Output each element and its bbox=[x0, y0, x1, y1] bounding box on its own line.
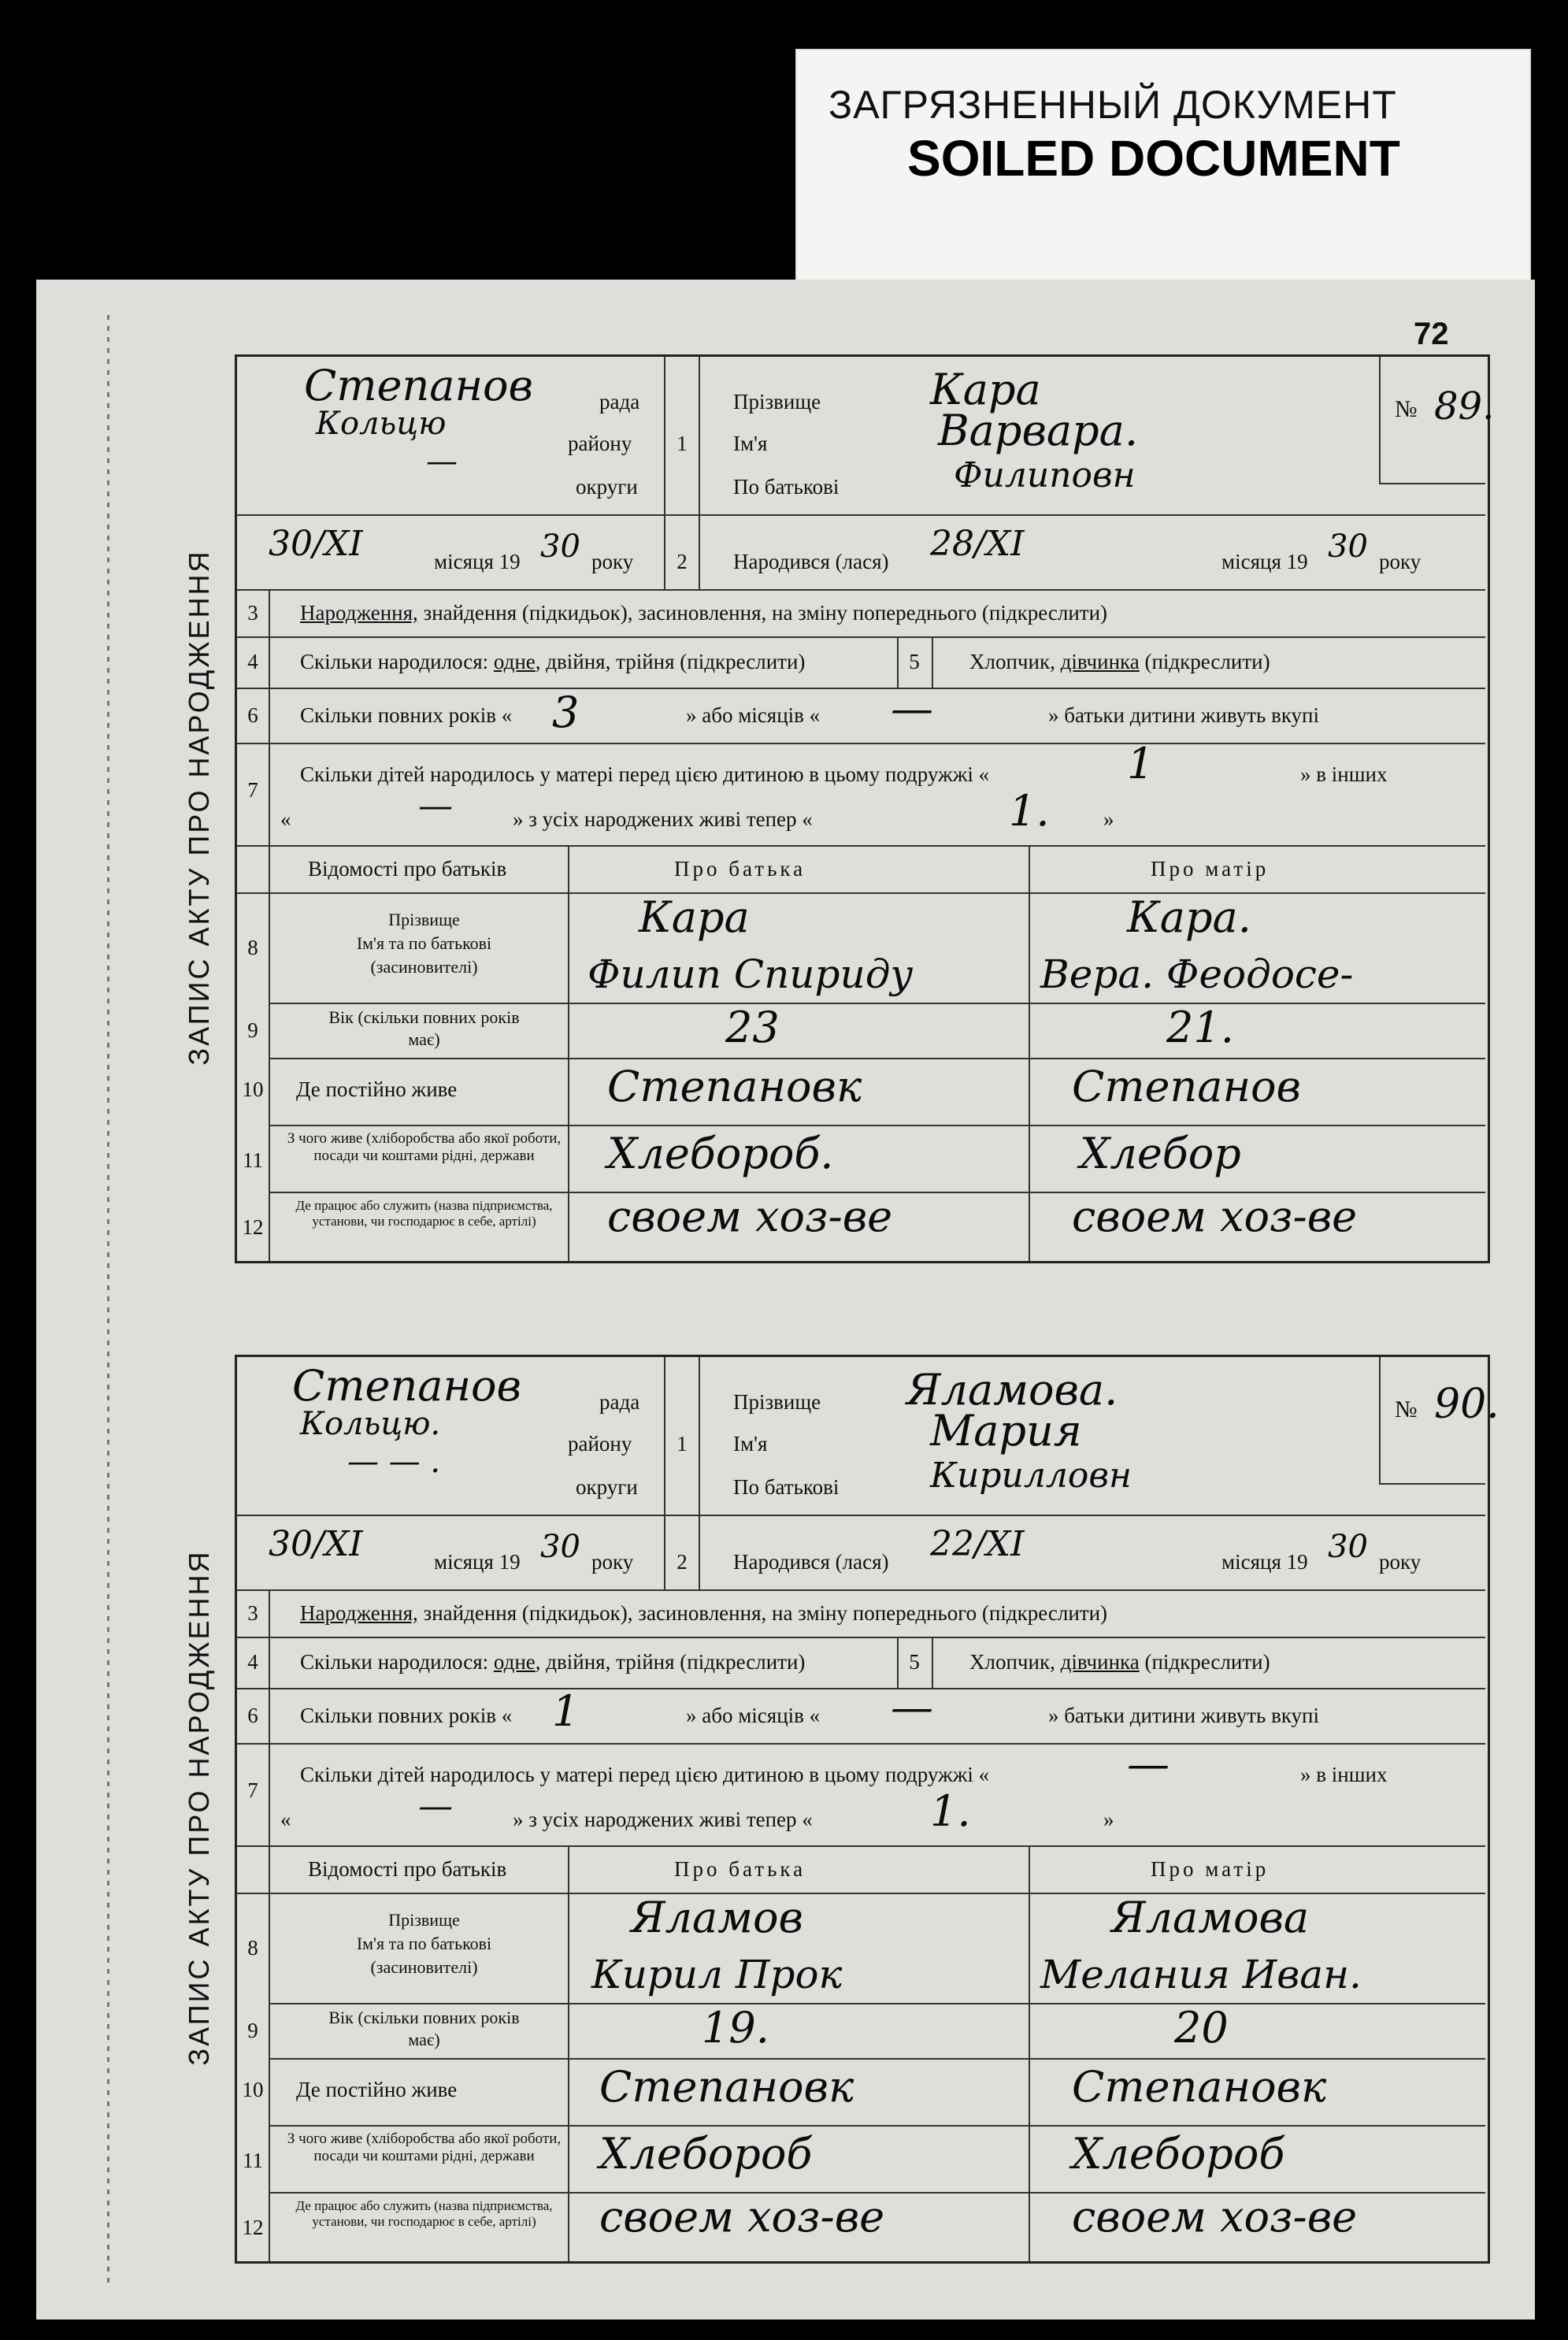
rada-value: Степанов bbox=[292, 1361, 521, 1411]
birth-record-2 bbox=[164, 1355, 1499, 2260]
soiled-document-stamp bbox=[795, 49, 1531, 304]
mother-income: Хлебороб bbox=[1072, 2129, 1285, 2179]
registration-number: 90. bbox=[1434, 1381, 1499, 1428]
registration-year: 30 bbox=[540, 528, 580, 565]
mother-work: своем хоз-ве bbox=[1072, 2192, 1358, 2242]
father-income: Хлебороб bbox=[599, 2129, 813, 2179]
father-name: Кирил Прок bbox=[591, 1952, 843, 1997]
mother-surname: Яламова bbox=[1111, 1893, 1310, 1942]
mother-age: 20 bbox=[1174, 2003, 1229, 2053]
father-work: своем хоз-ве bbox=[607, 1192, 893, 1241]
stamp-english-text: SOILED DOCUMENT bbox=[907, 130, 1400, 187]
surname-value: Кара bbox=[930, 365, 1041, 414]
rada-value: Степанов bbox=[304, 361, 533, 410]
birth-date: 28/XI bbox=[930, 524, 1025, 564]
father-residence: Степановк bbox=[607, 1062, 862, 1111]
years-together: 3 bbox=[552, 688, 580, 737]
children-alive: 1. bbox=[930, 1786, 971, 1836]
birth-year: 30 bbox=[1328, 528, 1368, 565]
name-value: Варвара. bbox=[938, 406, 1138, 455]
registration-number: 89. bbox=[1434, 384, 1495, 428]
raion-value: Кольцю. bbox=[300, 1406, 441, 1442]
mother-income: Хлебор bbox=[1080, 1129, 1241, 1178]
father-age: 19. bbox=[702, 2003, 769, 2053]
record-side-title: ЗАПИС АКТУ ПРО НАРОДЖЕННЯ bbox=[183, 1549, 215, 2066]
birth-year: 30 bbox=[1328, 1529, 1368, 1565]
stamp-russian-text: ЗАГРЯЗНЕННЫЙ ДОКУМЕНТ bbox=[828, 83, 1397, 127]
patronymic-value: Кирилловн bbox=[930, 1456, 1132, 1496]
years-together: 1 bbox=[552, 1686, 580, 1736]
surname-value: Яламова. bbox=[906, 1365, 1118, 1415]
record-form-grid: Степанов рада Кольцю. району — — . округи 1 Прізвище Яламова. Ім'я Мария По батькові Кирилловн № 90. 30/XI місяця 19 30 року 2 Народився (лася) 22/XI місяця 19 30 року 3 Народження, знайдення (підкидьок), засиновлення, на зміну попереднього (підкреслити) 4 Скільки народилося: одне, двійня, трійня (підкреслити) 5 Хлопчик, дівчинка (підкреслити) 6 Скільки повних років « 1 » або місяців « — » батьки дитини живуть вкупі 7 Скільки дітей народилось у матері перед цією дитиною в цьому подружжі « — » в інших « — » з усіх народжених живі тепер « 1. » Відомості про батьків Про батька Про матір 8 Прізвище Ім'я та по батькові (засиновителі) Яламов Кирил Прок Яламова Мелания Иван. 9 Вік (скільки повних років має) 19. 20 10 Де постійно живе Степановк Степановк 11 З чого живе (хліборобства або якої роботи, посади чи коштами рідні, держави Хлебороб Хлебороб 12 Де працює або служить (назва підприємства, установи, чи господарює в себе, артілі) своем хоз-ве своем хоз-ве bbox=[235, 1355, 1490, 2264]
okrug-value: — bbox=[426, 443, 458, 480]
record-side-title: ЗАПИС АКТУ ПРО НАРОДЖЕННЯ bbox=[183, 549, 215, 1066]
mother-work: своем хоз-ве bbox=[1072, 1192, 1358, 1241]
children-this-marriage: 1 bbox=[1127, 739, 1155, 788]
mother-age: 21. bbox=[1166, 1003, 1234, 1052]
birth-record-1 bbox=[164, 354, 1495, 1260]
mother-name: Вера. Феодосе- bbox=[1040, 951, 1354, 997]
father-residence: Степановк bbox=[599, 2062, 854, 2112]
registration-date: 30/XI bbox=[269, 1524, 363, 1564]
mother-name: Мелания Иван. bbox=[1040, 1952, 1362, 1997]
raion-value: Кольцю bbox=[316, 406, 447, 442]
mother-residence: Степанов bbox=[1072, 1062, 1301, 1111]
patronymic-value: Филиповн bbox=[954, 455, 1136, 495]
father-name: Филип Спириду bbox=[588, 951, 914, 997]
children-alive: 1. bbox=[1009, 786, 1050, 836]
father-surname: Кара bbox=[639, 892, 750, 942]
father-income: Хлебороб. bbox=[607, 1129, 834, 1178]
birth-date: 22/XI bbox=[930, 1524, 1025, 1564]
father-work: своем хоз-ве bbox=[599, 2192, 885, 2242]
binding-edge bbox=[107, 315, 109, 2284]
okrug-value: — — . bbox=[347, 1444, 441, 1480]
name-value: Мария bbox=[930, 1406, 1082, 1456]
mother-surname: Кара. bbox=[1127, 892, 1251, 942]
children-other-marriages: — bbox=[418, 786, 453, 826]
page-number: 72 bbox=[1414, 317, 1449, 351]
record-form-grid: Степанов рада Кольцю району — округи 1 Прізвище Кара Ім'я Варвара. По батькові Филиповн № 89. 30/XI місяця 19 30 року 2 Народився (лася) 28/XI місяця 19 30 року 3 Народження, знайдення (підкидьок), засиновлення, на зміну попереднього (підкреслити) 4 Скільки народилося: одне, двійня, трійня (підкреслити) 5 Хлопчик, дівчинка (підкреслити) 6 Скільки повних років « 3 » або місяців « — » батьки дитини живуть вкупі 7 Скільки дітей народилось у матері перед цією дитиною в цьому подружжі « 1 » в інших « — » з усіх народжених живі тепер « 1. » Відомості про батьків Про батька Про матір 8 Прізвище Ім'я та по батькові (засиновителі) Кара Филип Спириду Кара. Вера. Феодосе- 9 Вік (скільки повних років має) 23 21. 10 Де постійно живе Степановк Степанов 11 З чого живе (хліборобства або якої роботи, посади чи коштами рідні, держави Хлебороб. Хлебор 12 Де працює або служить (назва підприємства, установи, чи господарює в себе, артілі) своем хоз-ве своем хоз-ве bbox=[235, 354, 1490, 1263]
months-together: — bbox=[891, 1682, 933, 1732]
father-age: 23 bbox=[725, 1003, 780, 1052]
registration-date: 30/XI bbox=[269, 524, 363, 564]
registration-year: 30 bbox=[540, 1529, 580, 1565]
father-surname: Яламов bbox=[631, 1893, 803, 1942]
months-together: — bbox=[891, 684, 933, 733]
mother-residence: Степановк bbox=[1072, 2062, 1327, 2112]
children-this-marriage: — bbox=[1127, 1739, 1170, 1789]
children-other-marriages: — bbox=[418, 1786, 453, 1826]
